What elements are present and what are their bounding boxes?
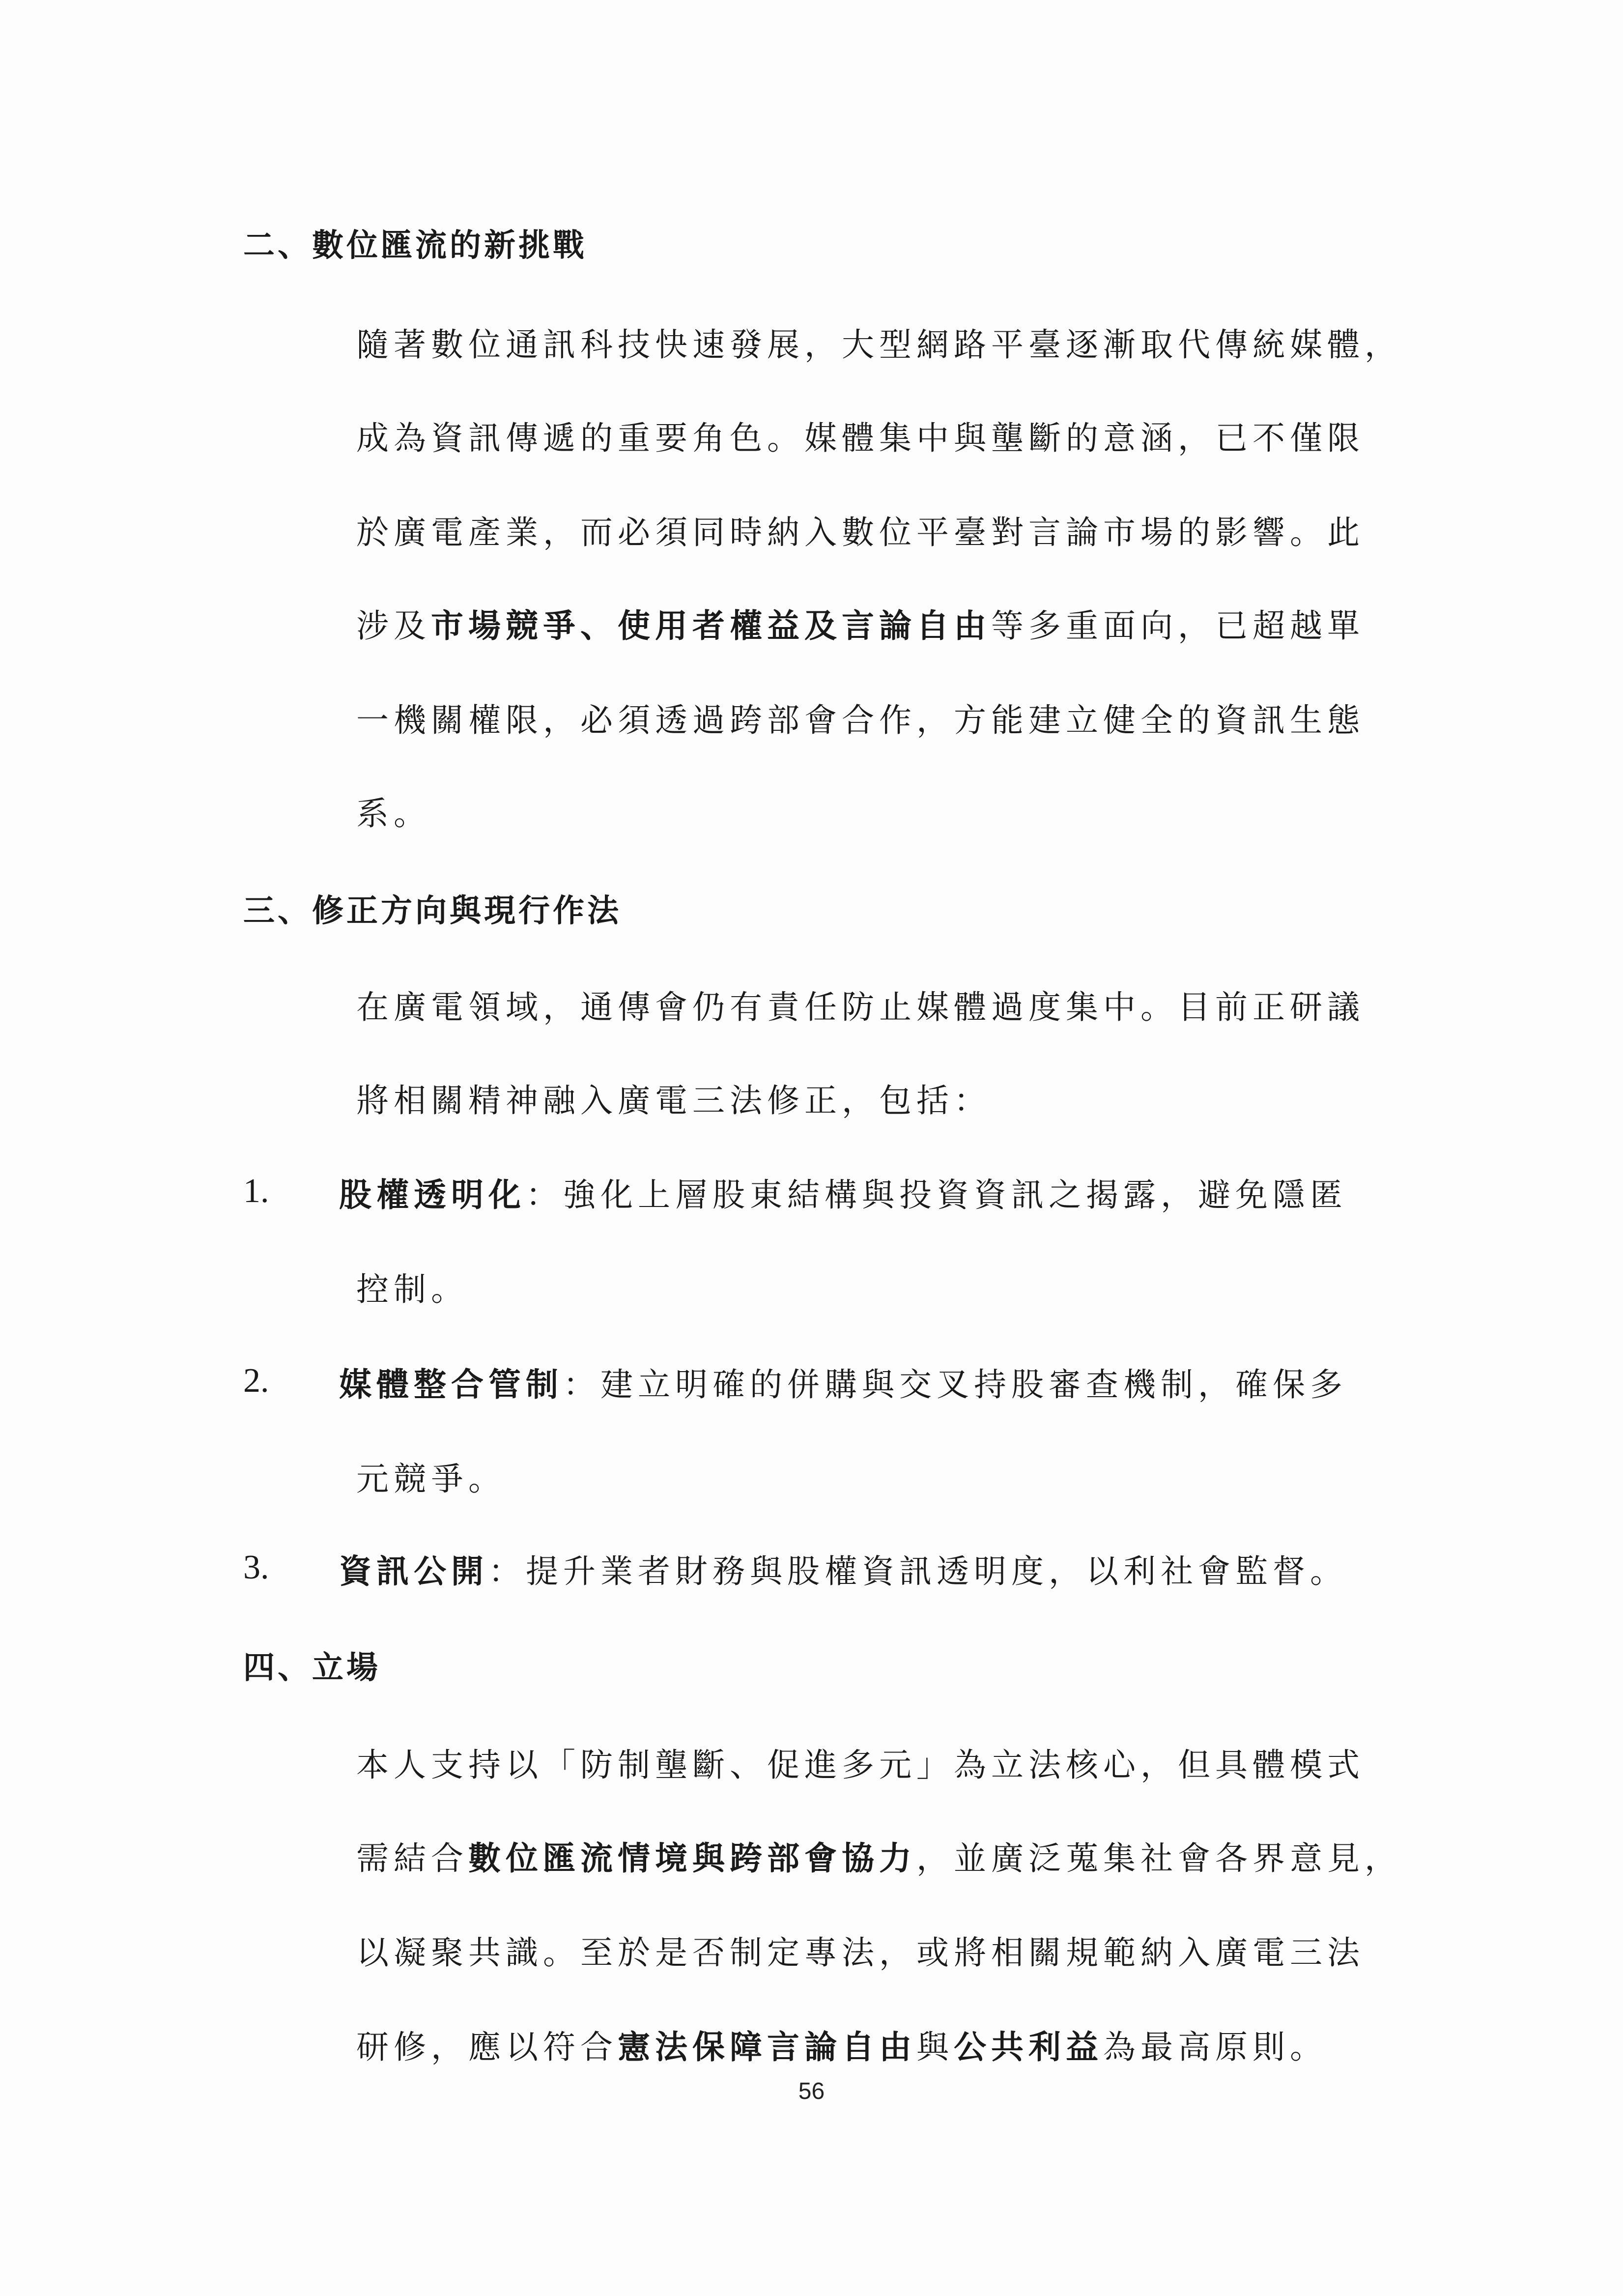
section-2-line-4 bbox=[356, 600, 1365, 646]
section-2-heading: 二、數位匯流的新挑戰 bbox=[243, 227, 587, 264]
section-4-line-4-pre: 研修，應以符合 bbox=[356, 2028, 618, 2066]
list-item-1-continuation: 控制。 bbox=[356, 1270, 468, 1308]
list-item-2-title: 媒體整合管制 bbox=[339, 1365, 563, 1404]
page-number: 56 bbox=[798, 2078, 825, 2104]
list-item-1-title: 股權透明化 bbox=[339, 1176, 526, 1214]
list-item-2-number: 2. bbox=[243, 1362, 269, 1400]
section-4-line-4-mid: 與 bbox=[916, 2028, 954, 2066]
section-4-line-4-emphasis-2: 公共利益 bbox=[954, 2028, 1103, 2066]
section-4-line-2-pre: 需結合 bbox=[356, 1839, 468, 1877]
list-item-2 bbox=[339, 1358, 1347, 1405]
section-4-line-2-post: ，並廣泛蒐集社會各界意見， bbox=[916, 1839, 1402, 1877]
section-2-line-6: 系。 bbox=[356, 795, 431, 832]
section-4-line-4-emphasis-1: 憲法保障言論自由 bbox=[618, 2028, 916, 2066]
section-2-line-4-emphasis: 市場競爭、使用者權益及言論自由 bbox=[431, 606, 991, 645]
section-4-line-2 bbox=[356, 1832, 1402, 1879]
list-item-2-continuation: 元競爭。 bbox=[356, 1460, 506, 1498]
section-3-intro-2: 將相關精神融入廣電三法修正，包括： bbox=[356, 1082, 991, 1119]
list-item-3 bbox=[339, 1545, 1347, 1592]
list-item-3-title: 資訊公開 bbox=[339, 1552, 488, 1590]
section-3-intro-1: 在廣電領域，通傳會仍有責任防止媒體過度集中。目前正研議 bbox=[356, 988, 1365, 1026]
section-2-line-5: 一機關權限，必須透過跨部會合作，方能建立健全的資訊生態 bbox=[356, 701, 1365, 739]
list-item-1-text: ：強化上層股東結構與投資資訊之揭露，避免隱匿 bbox=[526, 1176, 1347, 1214]
list-item-1-number: 1. bbox=[243, 1172, 269, 1210]
section-4-line-3: 以凝聚共識。至於是否制定專法，或將相關規範納入廣電三法 bbox=[356, 1934, 1365, 1972]
list-item-3-text: ：提升業者財務與股權資訊透明度，以利社會監督。 bbox=[488, 1552, 1347, 1590]
list-item-2-text: ：建立明確的併購與交叉持股審查機制，確保多 bbox=[563, 1366, 1347, 1404]
list-item-1 bbox=[339, 1169, 1347, 1215]
section-4-heading: 四、立場 bbox=[243, 1649, 381, 1686]
section-4-line-1: 本人支持以「防制壟斷、促進多元」為立法核心，但具體模式 bbox=[356, 1746, 1365, 1784]
section-4-line-2-emphasis: 數位匯流情境與跨部會協力 bbox=[468, 1839, 916, 1877]
section-2-line-4-pre: 涉及 bbox=[356, 607, 431, 645]
section-3-heading: 三、修正方向與現行作法 bbox=[243, 892, 622, 929]
section-2-line-4-post: 等多重面向，已超越單 bbox=[991, 607, 1365, 645]
section-4-line-4 bbox=[356, 2021, 1327, 2067]
list-item-3-number: 3. bbox=[243, 1549, 269, 1586]
section-4-line-4-post: 為最高原則。 bbox=[1103, 2028, 1327, 2066]
section-2-line-2: 成為資訊傳遞的重要角色。媒體集中與壟斷的意涵，已不僅限 bbox=[356, 419, 1365, 457]
section-2-line-1: 隨著數位通訊科技快速發展，大型網路平臺逐漸取代傳統媒體， bbox=[356, 326, 1402, 364]
section-2-line-3: 於廣電產業，而必須同時納入數位平臺對言論市場的影響。此 bbox=[356, 514, 1365, 551]
